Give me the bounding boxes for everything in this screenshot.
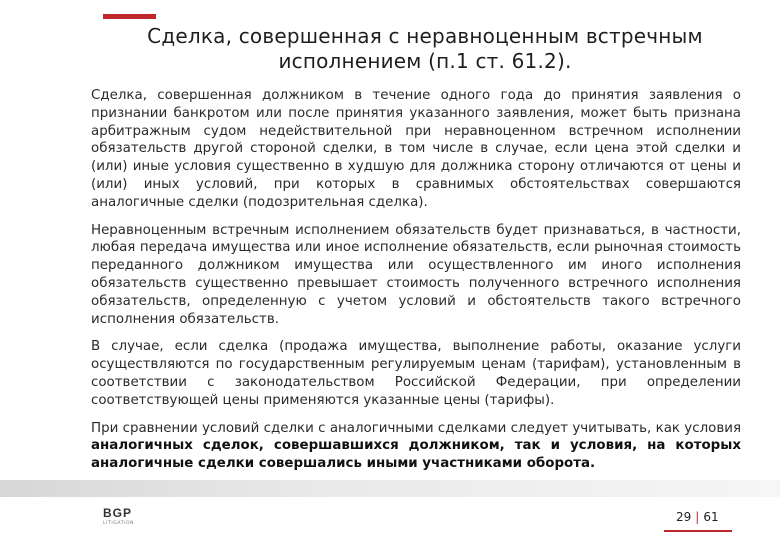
footer-band (0, 480, 780, 497)
page-number (676, 510, 719, 524)
paragraph-1: Сделка, совершенная должником в течение одного года до принятия заявления о признании банкротом или после принятия указанного заявления, может быть признана арбитражным судом недействительной при неравноценном встречном исполнении обязательств другой стороной сделки, в том числе в случае, если цена этой сделки и (или) иные условия существенно в худшую для должника сторону отличаются от цены и (или) иных условий, при которых в сравнимых обстоятельствах совершаются аналогичные сделки (подозрительная сделка). (91, 88, 741, 210)
bgp-logo (103, 506, 134, 526)
slide-title-line-2: исполнением (п.1 ст. 61.2). (278, 49, 572, 73)
paragraph-3: В случае, если сделка (продажа имущества, выполнение работы, оказание услуги осуществляются по государственным регулируемым ценам (тарифам), установленным в соответствии с законодательством Российской Федерации, при определении соответствующей цены применяются указанные цены (тарифы). (91, 339, 741, 408)
page-number-underline (664, 530, 732, 532)
title-accent-bar (103, 14, 156, 19)
logo-subtext: LITIGATION (103, 521, 135, 526)
page-total: 61 (703, 510, 719, 524)
slide-title (130, 24, 720, 74)
page-separator: | (695, 510, 700, 524)
paragraph-4-bold: аналогичных сделок, совершавшихся должником, так и условия, на которых аналогичные сделки совершались иными участниками оборота. (91, 438, 741, 472)
paragraph-4-normal: При сравнении условий сделки с аналогичными сделками следует учитывать, как условия (91, 420, 741, 436)
slide-title-line-1: Сделка, совершенная с неравноценным встречным (147, 24, 703, 48)
paragraph-4 (91, 420, 741, 473)
paragraph-2: Неравноценным встречным исполнением обязательств будет признаваться, в частности, любая передача имущества или иное исполнение обязательств, если рыночная стоимость переданного должником имущества или осуществленного им иного исполнения обязательств существенно превышает стоимость полученного встречного исполнения обязательств, определенную с учетом условий и обстоятельств такого встречного исполнения обязательств. (91, 222, 741, 327)
page-current: 29 (676, 510, 692, 524)
slide-body (91, 87, 741, 483)
logo-text: BGP (103, 506, 133, 520)
